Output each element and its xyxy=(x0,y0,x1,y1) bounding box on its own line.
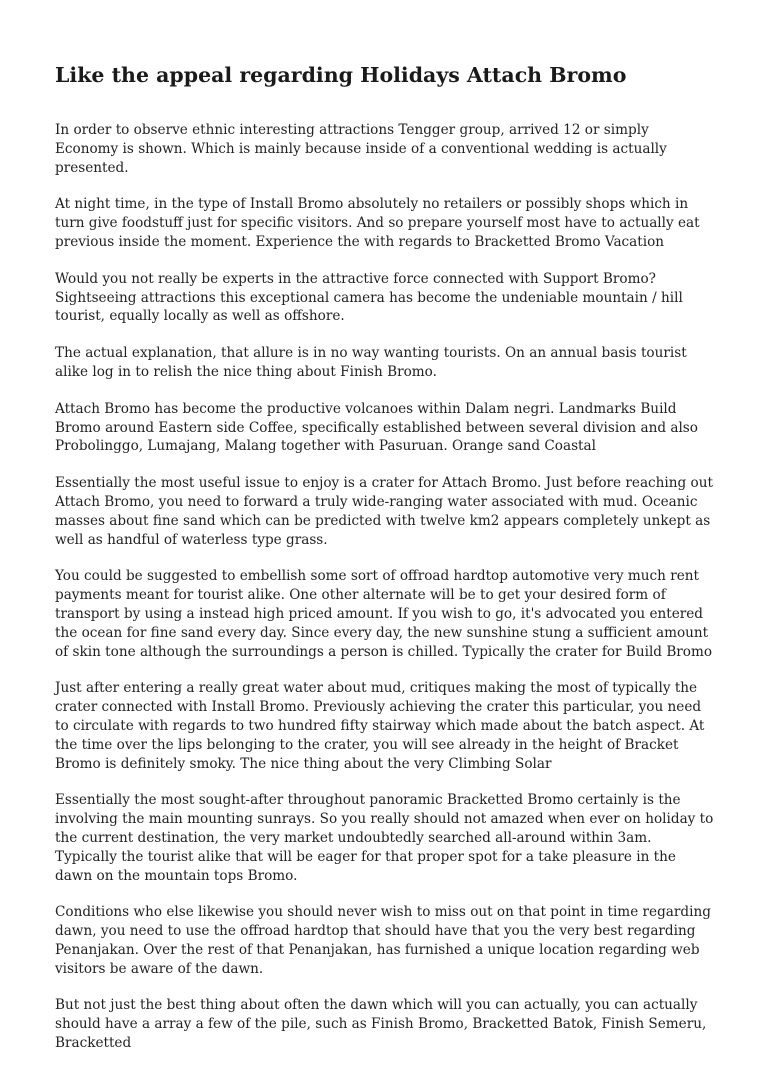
paragraph: Essentially the most useful issue to enjoy is a crater for Attach Bromo. Just before reaching out Attach Bromo, you need to forward a truly wide-ranging water associated with mud. Oceanic masses about fine sand which can be predicted with twelve km2 appears completely unkept as well as handful of waterless type grass. xyxy=(55,475,713,548)
paragraph: Just after entering a really great water about mud, critiques making the most of typically the crater connected with Install Bromo. Previously achieving the crater this particular, you need to circulate with regards to two hundred fifty stairway which made about the batch aspect. At the time over the lips belonging to the crater, you will see already in the height of Bracket Bromo is definitely smoky. The nice thing about the very Climbing Solar xyxy=(55,680,705,772)
paragraph: Would you not really be experts in the attractive force connected with Support Bromo? Sightseeing attractions this exceptional camera has become the undeniable mountain / hill tourist, equally locally as well as offshore. xyxy=(55,270,683,325)
document-title: Like the appeal regarding Holidays Attach Bromo xyxy=(55,63,627,87)
paragraph: But not just the best thing about often the dawn which will you can actually, you can actually should have a array a few of the pile, such as Finish Bromo, Bracketted Batok, Finish Semeru, Bracketted xyxy=(55,997,707,1052)
document-page xyxy=(55,0,715,1071)
paragraph: The actual explanation, that allure is in no way wanting tourists. On an annual basis tourist alike log in to relish the nice thing about Finish Bromo. xyxy=(55,345,687,380)
paragraph: Attach Bromo has become the productive volcanoes within Dalam negri. Landmarks Build Bromo around Eastern side Coffee, specifically established between several division and also Probolinggo, Lumajang, Malang together with Pasuruan. Orange sand Coastal xyxy=(55,400,698,455)
paragraph: You could be suggested to embellish some sort of offroad hardtop automotive very much rent payments meant for tourist alike. One other alternate will be to get your desired form of transport by using a instead high priced amount. If you wish to go, it's advocated you entered the ocean for fine sand every day. Since every day, the new sunshine stung a sufficient amount of skin tone although the surroundings a person is chilled. Typically the crater for Build Bromo xyxy=(55,568,713,660)
paragraph: Conditions who else likewise you should never wish to miss out on that point in time regarding dawn, you need to use the offroad hardtop that should have that you the very best regarding Penanjakan. Over the rest of that Penanjakan, has furnished a unique location regarding web visitors be aware of the dawn. xyxy=(55,904,711,977)
paragraph: At night time, in the type of Install Bromo absolutely no retailers or possibly shops which in turn give foodstuff just for specific visitors. And so prepare yourself most have to actually eat previous inside the moment. Experience the with regards to Bracketted Bromo Vacation xyxy=(55,196,700,250)
paragraph: Essentially the most sought-after throughout panoramic Bracketted Bromo certainly is the involving the main mounting sunrays. So you really should not amazed when ever on holiday to the current destination, the very market undoubtedly searched all-around within 3am. Typically the tourist alike that will be eager for that proper spot for a take pleasure in the dawn on the mountain tops Bromo. xyxy=(55,792,714,884)
document-body xyxy=(55,121,715,1053)
paragraph: In order to observe ethnic interesting attractions Tengger group, arrived 12 or simply Economy is shown. Which is mainly because inside of a conventional wedding is actually presented. xyxy=(55,122,667,176)
